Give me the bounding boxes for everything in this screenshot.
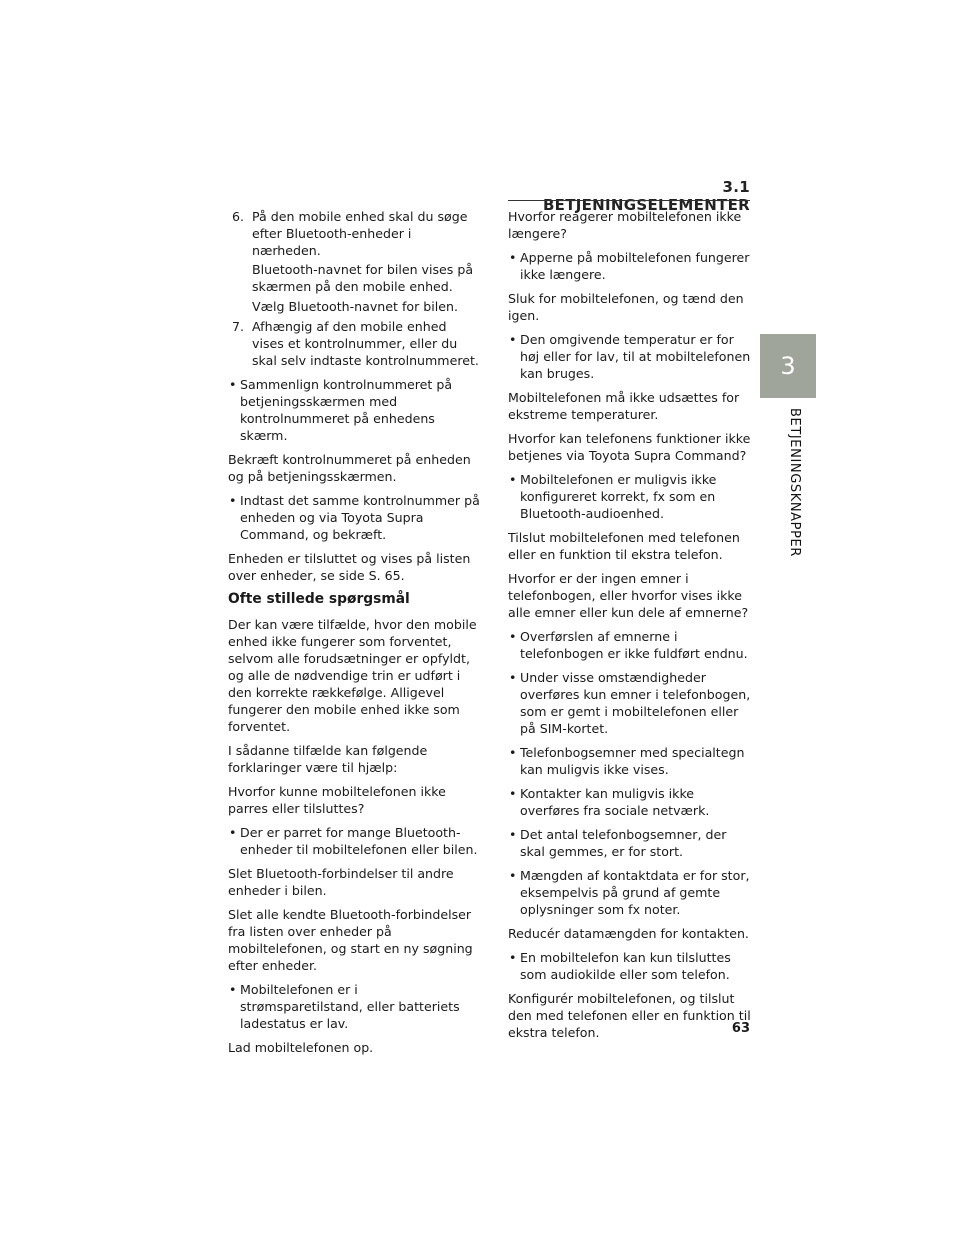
paragraph: Enheden er tilsluttet og vises på listen over enheder, se side S. 65. bbox=[228, 551, 471, 583]
bullet-marker: • bbox=[509, 950, 517, 965]
bullet-marker: • bbox=[509, 745, 517, 760]
page-number: 63 bbox=[731, 1021, 750, 1036]
bullet-text: Kontakter kan muligvis ikke overføres fra sociale netværk. bbox=[520, 786, 710, 818]
bullet-marker: • bbox=[509, 332, 517, 347]
bullet-item bbox=[508, 249, 752, 283]
bullet-item bbox=[228, 376, 480, 444]
bullet-text: En mobiltelefon kan kun tilsluttes som audiokilde eller som telefon. bbox=[520, 950, 731, 982]
answer: Konfigurér mobiltelefonen, og tilslut den med telefonen eller en funktion til ekstra telefon. bbox=[508, 991, 751, 1040]
bullet-marker: • bbox=[229, 377, 237, 392]
bullet-text: Indtast det samme kontrolnummer på enheden og via Toyota Supra Command, og bekræft. bbox=[240, 493, 480, 542]
bullet-marker: • bbox=[509, 629, 517, 644]
paragraph: Bekræft kontrolnummeret på enheden og på betjeningsskærmen. bbox=[228, 452, 471, 484]
bullet-text: Overførslen af emnerne i telefonbogen er ikke fuldført endnu. bbox=[520, 629, 748, 661]
section-header-title: 3.1 BETJENINGSELEMENTER bbox=[542, 178, 750, 214]
step-text: Afhængig af den mobile enhed vises et kontrolnummer, eller du skal selv indtaste kontrolnummeret. bbox=[252, 319, 479, 368]
bullet-text: Den omgivende temperatur er for høj eller for lav, til at mobiltelefonen kan bruges. bbox=[520, 332, 751, 381]
answer: Sluk for mobiltelefonen, og tænd den igen. bbox=[508, 291, 744, 323]
section-heading: Ofte stillede spørgsmål bbox=[228, 591, 410, 607]
bullet-item bbox=[508, 669, 752, 737]
step-6-continuation: Bluetooth-navnet for bilen vises på skærmen på den mobile enhed. bbox=[252, 262, 474, 294]
bullet-item bbox=[228, 981, 480, 1032]
right-column bbox=[508, 208, 752, 1048]
bullet-text: Det antal telefonbogsemner, der skal gemmes, er for stort. bbox=[520, 827, 727, 859]
chapter-number: 3 bbox=[780, 352, 796, 380]
paragraph: Der kan være tilfælde, hvor den mobile enhed ikke fungerer som forventet, selvom alle forudsætninger er opfyldt, og alle de nødvendige trin er udført i den korrekte rækkefølge. Alligevel fungerer den mobile enhed ikke som forventet. bbox=[228, 617, 477, 734]
answer: Tilslut mobiltelefonen med telefonen eller en funktion til ekstra telefon. bbox=[508, 530, 740, 562]
answer: Reducér datamængden for kontakten. bbox=[508, 926, 749, 941]
bullet-item bbox=[508, 949, 752, 983]
bullet-marker: • bbox=[229, 982, 237, 997]
step-text: På den mobile enhed skal du søge efter Bluetooth-enheder i nærheden. bbox=[252, 209, 468, 258]
bullet-marker: • bbox=[509, 827, 517, 842]
bullet-text: Under visse omstændigheder overføres kun emner i telefonbogen, som er gemt i mobiltelefonen eller på SIM-kortet. bbox=[520, 670, 751, 736]
bullet-item bbox=[508, 867, 752, 918]
step-number: 6. bbox=[232, 209, 245, 224]
question: Hvorfor kan telefonens funktioner ikke betjenes via Toyota Supra Command? bbox=[508, 431, 751, 463]
question: Hvorfor reagerer mobiltelefonen ikke længere? bbox=[508, 209, 742, 241]
bullet-marker: • bbox=[509, 250, 517, 265]
paragraph: I sådanne tilfælde kan følgende forklaringer være til hjælp: bbox=[228, 743, 428, 775]
paragraph: Slet alle kendte Bluetooth-forbindelser fra listen over enheder på mobiltelefonen, og start en ny søgning efter enheder. bbox=[228, 907, 473, 973]
question: Hvorfor er der ingen emner i telefonbogen, eller hvorfor vises ikke alle emner eller kun dele af emnerne? bbox=[508, 571, 749, 620]
step-7 bbox=[228, 318, 480, 369]
bullet-marker: • bbox=[509, 670, 517, 685]
bullet-marker: • bbox=[509, 868, 517, 883]
bullet-text: Telefonbogsemner med specialtegn kan muligvis ikke vises. bbox=[520, 745, 745, 777]
bullet-marker: • bbox=[229, 825, 237, 840]
left-column bbox=[228, 208, 480, 1063]
paragraph: Lad mobiltelefonen op. bbox=[228, 1040, 374, 1055]
chapter-label: BETJENINGSKNAPPER bbox=[787, 408, 802, 557]
bullet-marker: • bbox=[509, 472, 517, 487]
bullet-item bbox=[508, 331, 752, 382]
bullet-item bbox=[508, 785, 752, 819]
step-6 bbox=[228, 208, 480, 259]
bullet-text: Mobiltelefonen er i strømsparetilstand, eller batteriets ladestatus er lav. bbox=[240, 982, 460, 1031]
step-number: 7. bbox=[232, 319, 245, 334]
bullet-text: Der er parret for mange Bluetooth-enheder til mobiltelefonen eller bilen. bbox=[240, 825, 478, 857]
chapter-tab bbox=[760, 334, 816, 398]
bullet-text: Sammenlign kontrolnummeret på betjeningsskærmen med kontrolnummeret på enhedens skærm. bbox=[240, 377, 453, 443]
bullet-marker: • bbox=[229, 493, 237, 508]
bullet-text: Mængden af kontaktdata er for stor, eksempelvis på grund af gemte oplysninger som fx noter. bbox=[520, 868, 750, 917]
bullet-item bbox=[508, 471, 752, 522]
answer: Mobiltelefonen må ikke udsættes for ekstreme temperaturer. bbox=[508, 390, 740, 422]
bullet-text: Mobiltelefonen er muligvis ikke konfigureret korrekt, fx som en Bluetooth-audioenhed. bbox=[520, 472, 717, 521]
bullet-item bbox=[228, 492, 480, 543]
bullet-item bbox=[508, 744, 752, 778]
bullet-text: Apperne på mobiltelefonen fungerer ikke længere. bbox=[520, 250, 750, 282]
bullet-item bbox=[508, 826, 752, 860]
header-divider bbox=[508, 200, 750, 201]
step-6-continuation: Vælg Bluetooth-navnet for bilen. bbox=[252, 299, 459, 314]
bullet-marker: • bbox=[509, 786, 517, 801]
question: Hvorfor kunne mobiltelefonen ikke parres eller tilsluttes? bbox=[228, 784, 446, 816]
paragraph: Slet Bluetooth-forbindelser til andre enheder i bilen. bbox=[228, 866, 454, 898]
bullet-item bbox=[508, 628, 752, 662]
bullet-item bbox=[228, 824, 480, 858]
